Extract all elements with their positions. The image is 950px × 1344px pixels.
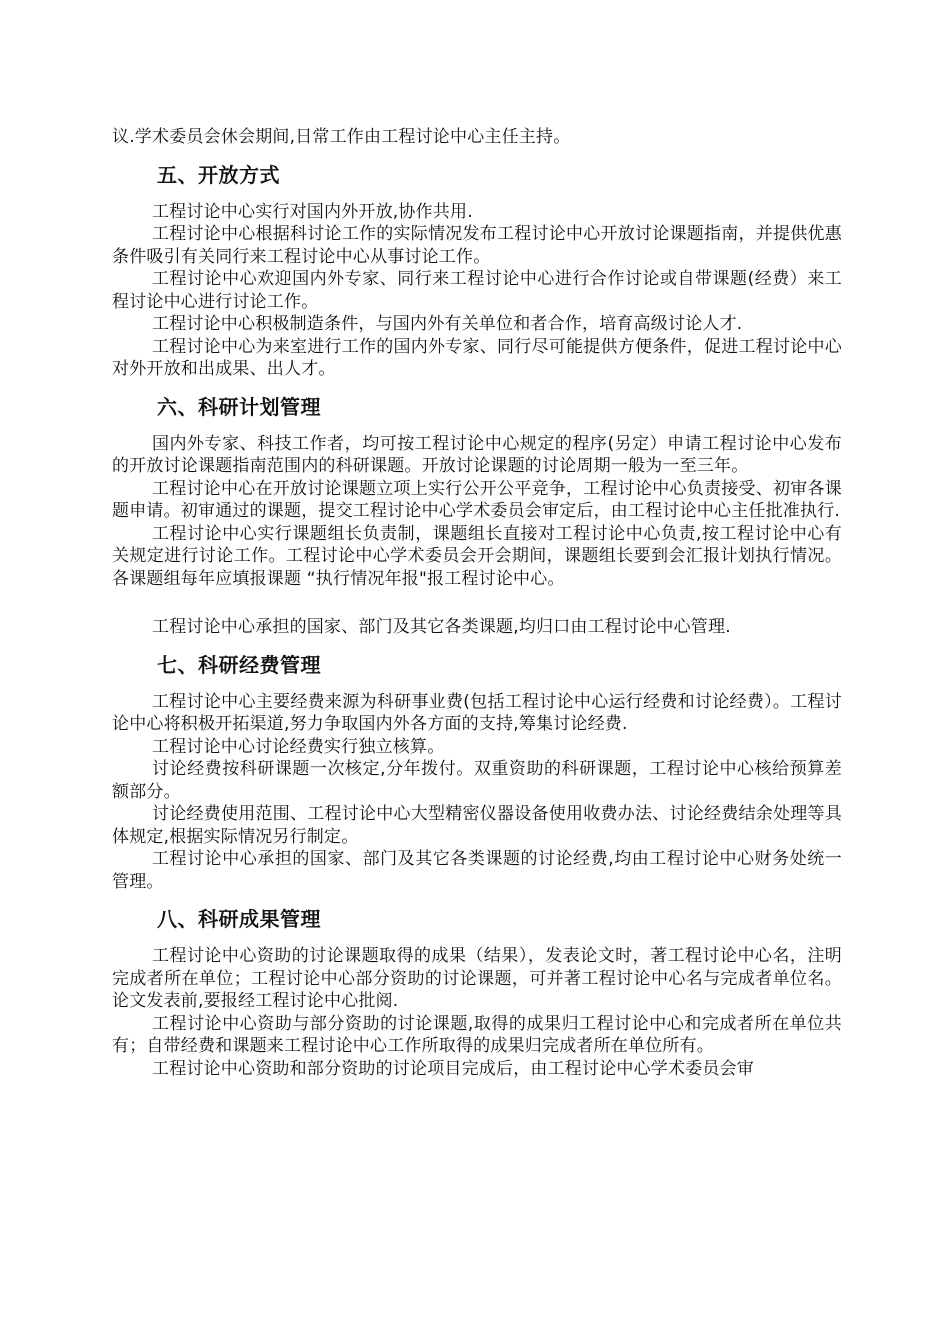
document-body	[112, 126, 842, 1080]
paragraph: 讨论经费按科研课题一次核定,分年拨付。双重资助的科研课题，工程讨论中心核给预算差额部分。	[112, 759, 842, 802]
paragraph: 工程讨论中心资助和部分资助的讨论项目完成后，由工程讨论中心学术委员会审	[152, 1058, 754, 1079]
section-heading-research-plan: 六、科研计划管理	[157, 394, 321, 419]
paragraph: 工程讨论中心讨论经费实行独立核算。	[152, 736, 445, 757]
paragraph: 工程讨论中心为来室进行工作的国内外专家、同行尽可能提供方便条件，促进工程讨论中心对外开放和出成果、出人才。	[112, 336, 842, 379]
paragraph: 工程讨论中心在开放讨论课题立项上实行公开公平竞争，工程讨论中心负责接受、初审各课题申请。初审通过的课题，提交工程讨论中心学术委员会审定后，由工程讨论中心主任批准执行.	[112, 478, 842, 521]
paragraph: 工程讨论中心实行课题组长负责制，课题组长直接对工程讨论中心负责,按工程讨论中心有关规定进行讨论工作。工程讨论中心学术委员会开会期间，课题组长要到会汇报计划执行情况。各课题组每年应填报课题 “执行情况年报"报工程讨论中心。	[112, 523, 842, 589]
paragraph: 工程讨论中心承担的国家、部门及其它各类课题,均归口由工程讨论中心管理.	[152, 617, 731, 637]
paragraph: 工程讨论中心主要经费来源为科研事业费(包括工程讨论中心运行经费和讨论经费）。工程讨论中心将积极开拓渠道,努力争取国内外各方面的支持,筹集讨论经费.	[112, 691, 842, 734]
paragraph: 讨论经费使用范围、工程讨论中心大型精密仪器设备使用收费办法、讨论经费结余处理等具体规定,根据实际情况另行制定。	[112, 804, 842, 847]
section-heading-research-funding: 七、科研经费管理	[157, 652, 321, 677]
paragraph-gap	[112, 590, 842, 616]
paragraph: 工程讨论中心根据科讨论工作的实际情况发布工程讨论中心开放讨论课题指南，并提供优惠条件吸引有关同行来工程讨论中心从事讨论工作。	[112, 224, 842, 267]
paragraph: 工程讨论中心欢迎国内外专家、同行来工程讨论中心进行合作讨论或自带课题(经费）来工程讨论中心进行讨论工作。	[112, 269, 842, 312]
paragraph: 工程讨论中心积极制造条件，与国内外有关单位和者合作，培育高级讨论人才.	[152, 314, 743, 334]
section-heading-research-results: 八、科研成果管理	[157, 907, 321, 931]
intro-paragraph: 议.学术委员会休会期间,日常工作由工程讨论中心主任主持。	[112, 127, 571, 147]
paragraph: 工程讨论中心承担的国家、部门及其它各类课题的讨论经费,均由工程讨论中心财务处统一管理。	[112, 849, 842, 892]
paragraph: 工程讨论中心实行对国内外开放,协作共用.	[152, 201, 473, 222]
section-heading-open-mode: 五、开放方式	[157, 162, 280, 187]
paragraph: 国内外专家、科技工作者，均可按工程讨论中心规定的程序(另定）申请工程讨论中心发布的开放讨论课题指南范围内的科研课题。开放讨论课题的讨论周期一般为一至三年。	[112, 433, 842, 476]
paragraph: 工程讨论中心资助与部分资助的讨论课题,取得的成果归工程讨论中心和完成者所在单位共有；自带经费和课题来工程讨论中心工作所取得的成果归完成者所在单位所有。	[112, 1013, 842, 1056]
paragraph: 工程讨论中心资助的讨论课题取得的成果（结果），发表论文时，著工程讨论中心名，注明完成者所在单位；工程讨论中心部分资助的讨论课题，可并著工程讨论中心名与完成者单位名。论文发表前,要报经工程讨论中心批阅.	[112, 946, 842, 1011]
